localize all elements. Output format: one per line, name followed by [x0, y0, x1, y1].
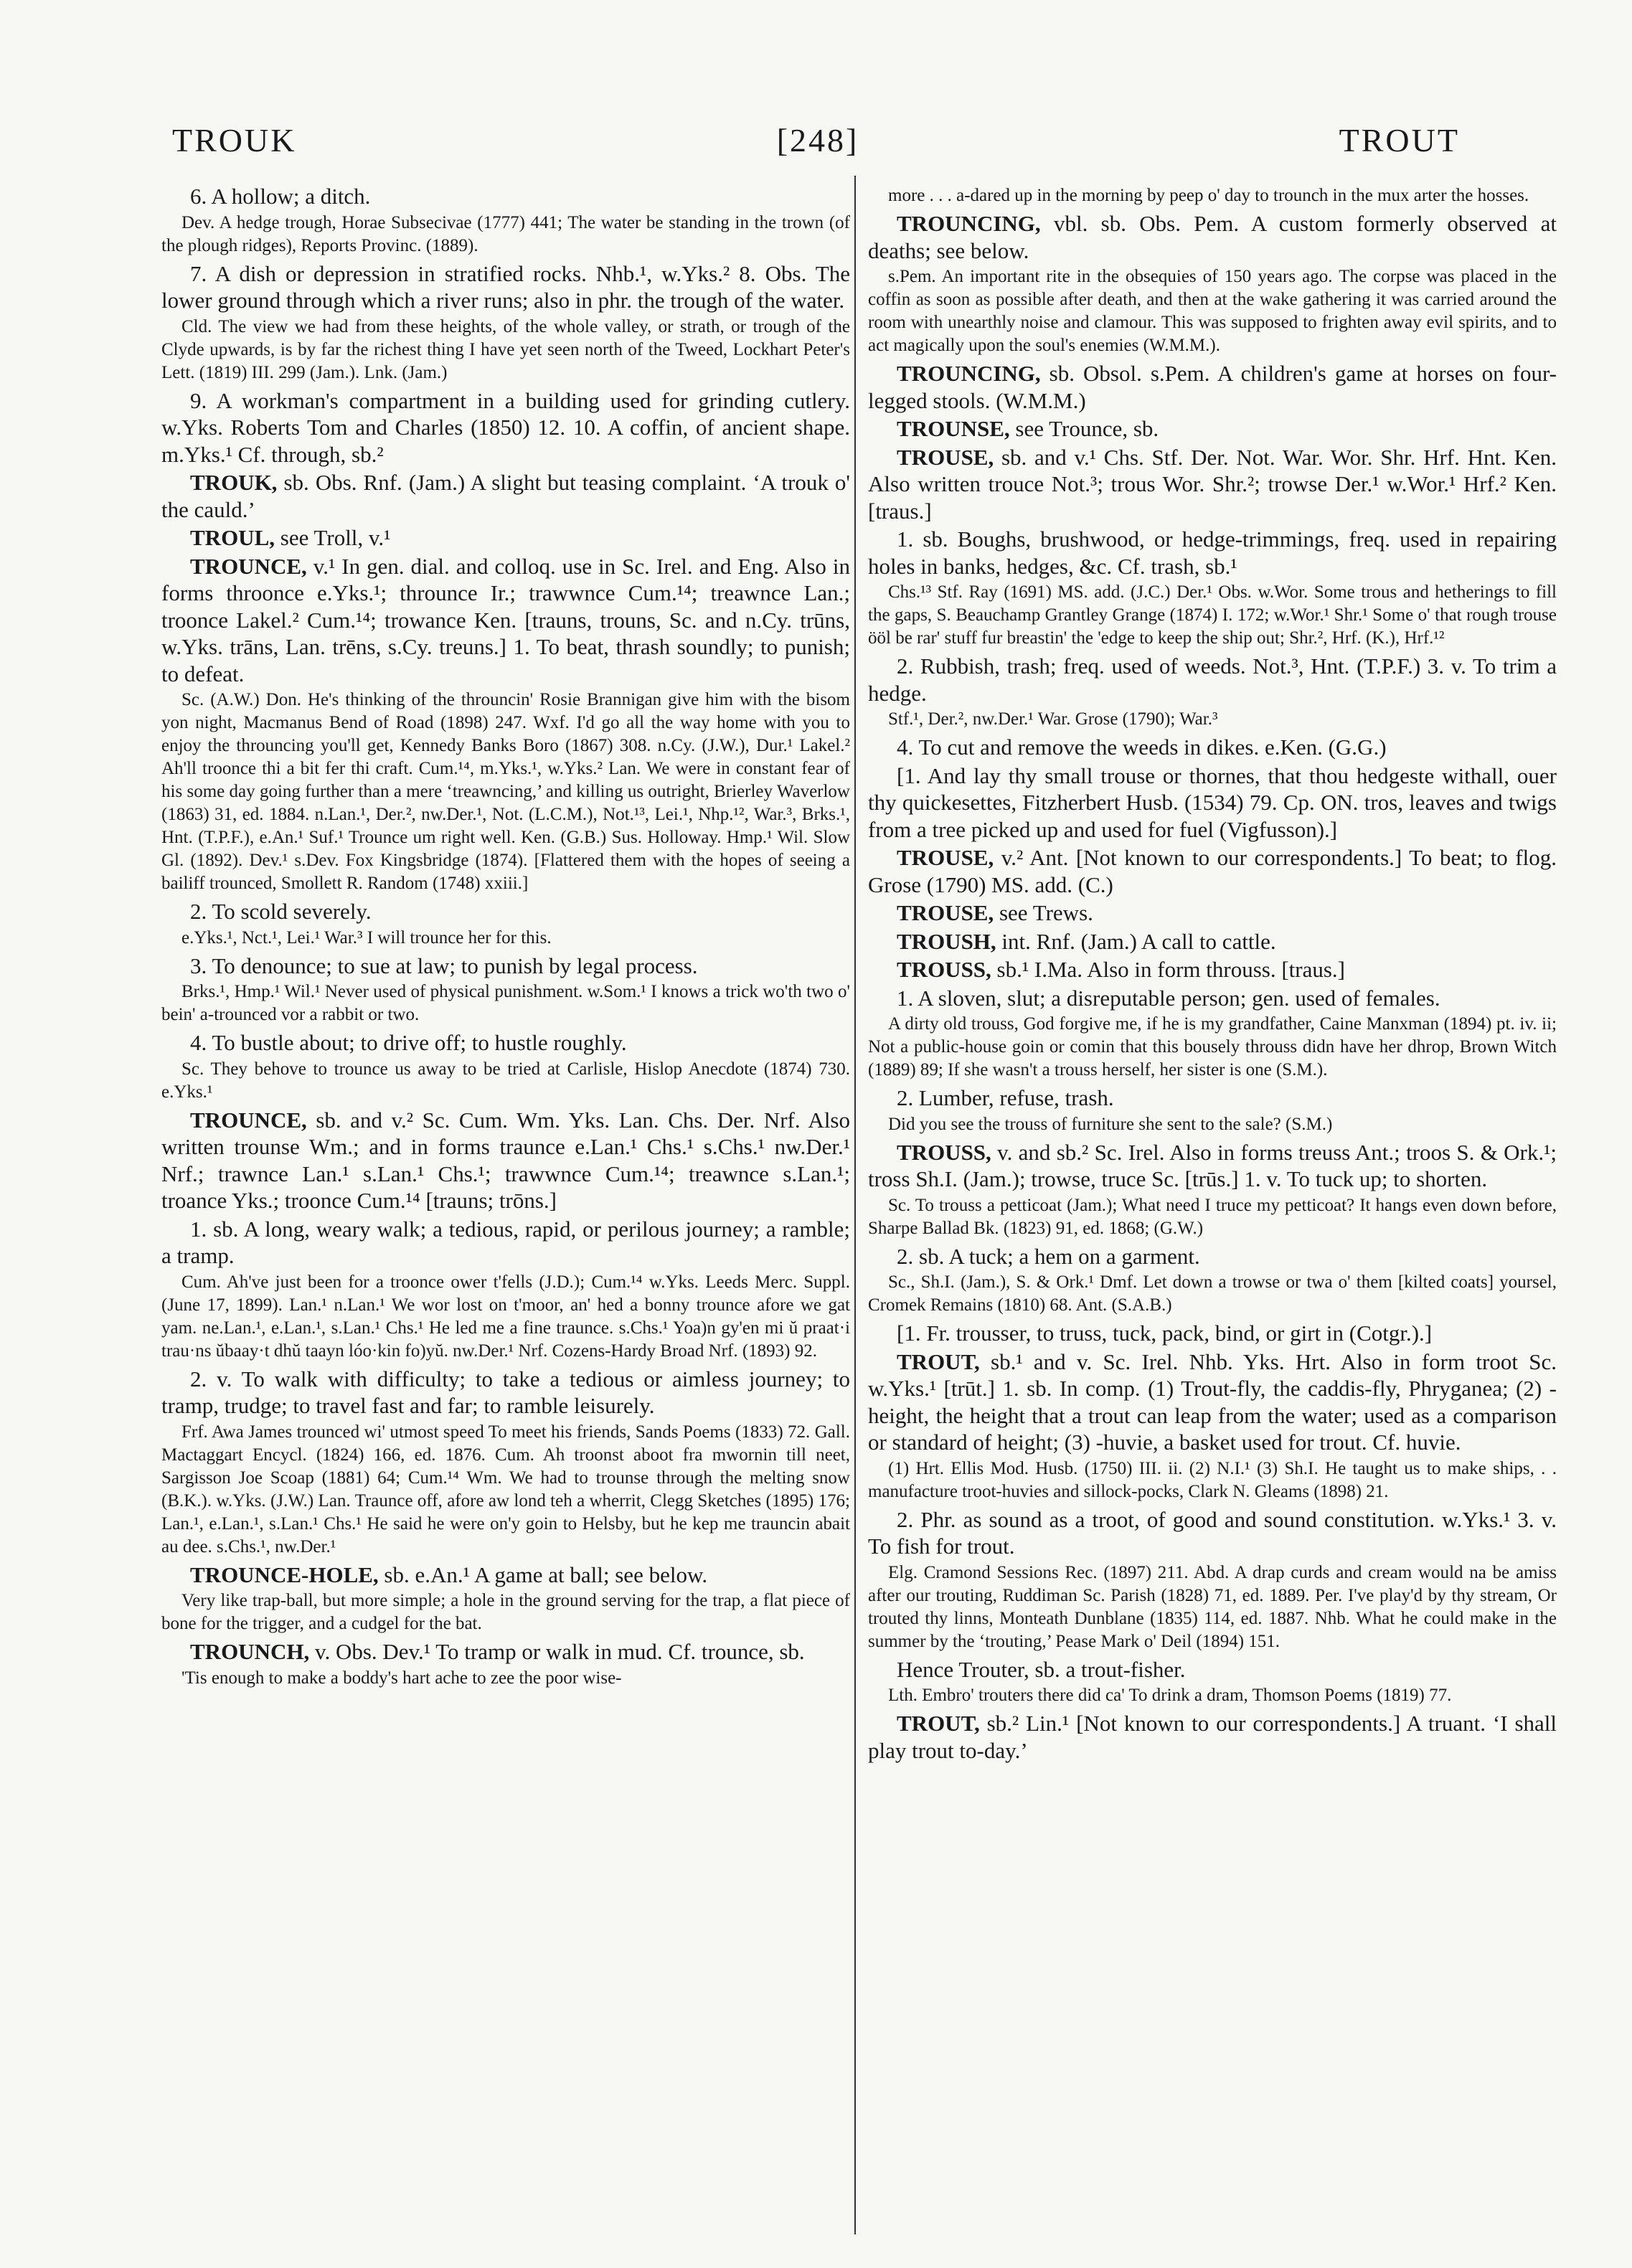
- citation: A dirty old trouss, God forgive me, if he is my grandfather, Caine Manxman (1894) pt. iv. ii; Not a public-house goin or comin that this bousely throuss didn have her dhrop, Brown Witch (1889) 89; If she wasn't a trouss herself, her sister is one (S.M.).: [868, 1014, 1557, 1079]
- sense-text: 1. sb. Boughs, brushwood, or hedge-trimmings, freq. used in repairing holes in banks, hedges, &c. Cf. trash, sb.¹: [868, 526, 1557, 579]
- headword: TROUSS,: [897, 1139, 991, 1165]
- dictionary-entry: [868, 956, 1557, 983]
- citation: Chs.¹³ Stf. Ray (1691) MS. add. (J.C.) Der.¹ Obs. w.Wor. Some trous and hetherings to fill the gaps, S. Beauchamp Grantley Grange (1874) I. 172; w.Wor.¹ Shr.¹ Some o' that rough trouse ööl be rar' stuff fur breastin' the 'edge to keep the ship out; Shr.², Hrf. (K.), Hrf.¹²: [868, 582, 1557, 648]
- citation: Dev. A hedge trough, Horae Subsecivae (1777) 441; The water be standing in the trown (of the plough ridges), Reports Provinc. (1889).: [161, 212, 850, 255]
- headword: TROUT,: [897, 1348, 980, 1374]
- headword: TROUNSE,: [897, 416, 1010, 441]
- sense-text: 1. sb. A long, weary walk; a tedious, rapid, or perilous journey; a ramble; a tramp.: [161, 1216, 850, 1268]
- sense-text: [1. Fr. trousser, to truss, tuck, pack, bind, or girt in (Cotgr.).]: [897, 1320, 1433, 1346]
- citation: Lth. Embro' trouters there did ca' To drink a dram, Thomson Poems (1819) 77.: [888, 1686, 1452, 1705]
- dictionary-entry: [868, 1348, 1557, 1456]
- head-right-word: TROUT: [1339, 121, 1460, 159]
- headword: TROUT,: [897, 1711, 980, 1736]
- entry-text: sb.¹ I.Ma. Also in form throuss. [traus.]: [991, 957, 1345, 982]
- running-head: [172, 111, 1460, 169]
- sense-text: 2. Lumber, refuse, trash.: [897, 1085, 1114, 1110]
- sense-text: 2. Rubbish, trash; freq. used of weeds. Not.³, Hnt. (T.P.F.) 3. v. To trim a hedge.: [868, 653, 1557, 706]
- dictionary-entry: [868, 1139, 1557, 1193]
- citation: Stf.¹, Der.², nw.Der.¹ War. Grose (1790); War.³: [888, 709, 1218, 729]
- dictionary-entry: [161, 1107, 850, 1214]
- dictionary-entry: [161, 524, 850, 552]
- citation: Cum. Ah've just been for a troonce ower t'fells (J.D.); Cum.¹⁴ w.Yks. Leeds Merc. Suppl. (June 17, 1899). Lan.¹ n.Lan.¹ We wor lost on t'moor, an' hed a bonny trounce afore we gat yam. ne.Lan.¹, e.Lan.¹, s.Lan.¹ Chs.¹ He led me a fine traunce. s.Chs.¹ Yoa)n gy'en mi ŭ praat·i trau·ns ŭbaay·t dhŭ taayn lóo·kin fo)yŭ. nw.Der.¹ Nrf. Cozens-Hardy Broad Nrf. (1893) 92.: [161, 1272, 850, 1361]
- sense-text: 2. v. To walk with difficulty; to take a tedious or aimless journey; to tramp, trudge; to travel fast and far; to ramble leisurely.: [161, 1366, 850, 1418]
- dictionary-entry: [868, 899, 1557, 927]
- entry-text: see Trews.: [994, 900, 1093, 925]
- citation: Sc., Sh.I. (Jam.), S. & Ork.¹ Dmf. Let down a trowse or twa o' them [kilted coats] yoursel, Cromek Remains (1810) 68. Ant. (S.A.B.): [868, 1272, 1557, 1315]
- entry-text: v.¹ In gen. dial. and colloq. use in Sc. Irel. and Eng. Also in forms throonce e.Yks.¹; throunce Ir.; trawwnce Cum.¹⁴; treawnce Lan.; troonce Lakel.² Cum.¹⁴; trowance Ken. [trauns, trouns, Sc. and n.Cy. trūns, w.Yks. trāns, Lan. trēns, s.Cy. treuns.] 1. To beat, thrash soundly; to punish; to defeat.: [161, 553, 850, 686]
- headword: TROUSS,: [897, 957, 991, 982]
- column-divider: [854, 176, 856, 2234]
- sense-text: 9. A workman's compartment in a building used for grinding cutlery. w.Yks. Roberts Tom and Charles (1850) 12. 10. A coffin, of ancient shape. m.Yks.¹ Cf. through, sb.²: [161, 387, 850, 467]
- entry-text: sb. Obs. Rnf. (Jam.) A slight but teasing complaint. ‘A trouk o' the cauld.’: [161, 470, 850, 522]
- dictionary-entry: [868, 444, 1557, 525]
- dictionary-entry: [161, 1561, 850, 1589]
- citation: Elg. Cramond Sessions Rec. (1897) 211. Abd. A drap curds and cream would na be amiss after our trouting, Ruddiman Sc. Parish (1828) 71, ed. 1889. Per. I've play'd by thy stream, Or trouted thy linns, Monteath Dunblane (1835) 114, ed. 1887. Nhb. What he could make in the summer by the ‘trouting,’ Pease Mark o' Deil (1894) 151.: [868, 1562, 1557, 1651]
- headword: TROUL,: [190, 525, 275, 550]
- citation: Sc. They behove to trounce us away to be tried at Carlisle, Hislop Anecdote (1874) 730. e.Yks.¹: [161, 1059, 850, 1102]
- left-column: [161, 183, 850, 2241]
- entry-text: vbl. sb. Obs. Pem. A custom formerly observed at deaths; see below.: [868, 211, 1557, 263]
- entry-text: see Trounce, sb.: [1009, 416, 1159, 441]
- headword: TROUSE,: [897, 900, 994, 925]
- head-left-word: TROUK: [172, 121, 297, 159]
- entry-text: sb. Obsol. s.Pem. A children's game at horses on four-legged stools. (W.M.M.): [868, 361, 1557, 413]
- citation: Sc. (A.W.) Don. He's thinking of the throuncin' Rosie Brannigan give him with the bisom yon night, Macmanus Bend of Road (1898) 247. Wxf. I'd go all the way home with you to enjoy the throuncing you'll get, Kennedy Banks Boro (1867) 308. n.Cy. (J.W.), Dur.¹ Lakel.² Ah'll troonce thi a bit fer thi craft. Cum.¹⁴, m.Yks.¹, w.Yks.² Lan. We were in constant fear of his some day going further than a mere ‘treawncing,’ and killing us outright, Brierley Waverlow (1863) 31, ed. 1884. n.Lan.¹, Der.², nw.Der.¹, Not. (L.C.M.), Not.¹³, Lei.¹, Nhp.¹², War.³, Brks.¹, Hnt. (T.P.F.), e.An.¹ Suf.¹ Trounce um right well. Ken. (G.B.) Sus. Holloway. Hmp.¹ Wil. Slow Gl. (1892). Dev.¹ s.Dev. Fox Kingsbridge (1874). [Flattered them with the hopes of seeing a bailiff trounced, Smollett R. Random (1748) xxiii.]: [161, 690, 850, 893]
- sense-text: 4. To bustle about; to drive off; to hustle roughly.: [190, 1030, 627, 1055]
- entry-text: int. Rnf. (Jam.) A call to cattle.: [996, 928, 1276, 954]
- entry-text: sb. and v.² Sc. Cum. Wm. Yks. Lan. Chs. Der. Nrf. Also written trounse Wm.; and in forms traunce e.Lan.¹ Chs.¹ s.Chs.¹ nw.Der.¹ Nrf.; trawnce Lan.¹ s.Lan.¹ Chs.¹; trawwnce Cum.¹⁴; treawnce s.Lan.¹; troance Yks.; troonce Cum.¹⁴ [trauns; trōns.]: [161, 1107, 850, 1213]
- dictionary-entry: [161, 1638, 850, 1665]
- entry-text: sb.² Lin.¹ [Not known to our correspondents.] A truant. ‘I shall play trout to-day.’: [868, 1711, 1557, 1763]
- citation: 'Tis enough to make a boddy's hart ache to zee the poor wise-: [181, 1668, 622, 1688]
- headword: TROUSE,: [897, 444, 994, 470]
- headword: TROUNCE-HOLE,: [190, 1561, 379, 1587]
- dictionary-entry: [868, 360, 1557, 414]
- sense-text: 7. A dish or depression in stratified rocks. Nhb.¹, w.Yks.² 8. Obs. The lower ground through which a river runs; also in phr. the trough of the water.: [161, 260, 850, 313]
- page-number: [248]: [776, 121, 859, 159]
- headword: TROUSH,: [897, 928, 996, 954]
- sense-text: 6. A hollow; a ditch.: [190, 184, 371, 209]
- entry-text: v. Obs. Dev.¹ To tramp or walk in mud. Cf. trounce, sb.: [309, 1639, 805, 1664]
- dictionary-entry: [868, 415, 1557, 443]
- dictionary-entry: [161, 469, 850, 523]
- citation: (1) Hrt. Ellis Mod. Husb. (1750) III. ii. (2) N.I.¹ (3) Sh.I. He taught us to make ships, . . manufacture troot-huvies and sillock-pocks, Clark N. Gleams (1898) 21.: [868, 1458, 1557, 1501]
- sense-text: 3. To denounce; to sue at law; to punish by legal process.: [190, 953, 698, 978]
- sense-text: Hence Trouter, sb. a trout-fisher.: [897, 1656, 1186, 1682]
- citation: Did you see the trouss of furniture she sent to the sale? (S.M.): [888, 1114, 1333, 1134]
- citation: Brks.¹, Hmp.¹ Wil.¹ Never used of physical punishment. w.Som.¹ I knows a trick wo'th two o' bein' a-trounced vor a rabbit or two.: [161, 982, 850, 1024]
- headword: TROUNCE,: [190, 553, 307, 579]
- citation: Sc. To trouss a petticoat (Jam.); What need I truce my petticoat? It hangs even down before, Sharpe Ballad Bk. (1823) 91, ed. 1868; (G.W.): [868, 1195, 1557, 1238]
- headword: TROUNCE,: [190, 1107, 307, 1133]
- citation: e.Yks.¹, Nct.¹, Lei.¹ War.³ I will trounce her for this.: [181, 927, 552, 948]
- entry-text: v. and sb.² Sc. Irel. Also in forms treuss Ant.; troos S. & Ork.¹; tross Sh.I. (Jam.); trowse, truce Sc. [trūs.] 1. v. To tuck up; to shorten.: [868, 1139, 1557, 1191]
- citation: Frf. Awa James trounced wi' utmost speed To meet his friends, Sands Poems (1833) 72. Gall. Mactaggart Encycl. (1824) 166, ed. 1876. Cum. Ah troonst aboot fra mwornin till neet, Sargisson Joe Scoap (1881) 64; Cum.¹⁴ Wm. We had to trounse through the melting snow (B.K.). w.Yks. (J.W.) Lan. Traunce off, afore aw lond teh a wherrit, Clegg Sketches (1895) 176; Lan.¹, e.Lan.¹, s.Lan.¹ Chs.¹ He said he were on'y goin to Helsby, but he kep me trauncin abait au dee. s.Chs.¹, nw.Der.¹: [161, 1422, 850, 1556]
- citation: Cld. The view we had from these heights, of the whole valley, or strath, or trough of the Clyde upwards, is by far the richest thing I have yet seen north of the Tweed, Lockhart Peter's Lett. (1819) III. 299 (Jam.). Lnk. (Jam.): [161, 316, 850, 382]
- headword: TROUNCING,: [897, 211, 1041, 236]
- dictionary-entry: [868, 210, 1557, 264]
- citation: more . . . a-dared up in the morning by peep o' day to trounch in the mux arter the hosses.: [888, 186, 1529, 205]
- citation: s.Pem. An important rite in the obsequies of 150 years ago. The corpse was placed in the coffin as soon as possible after death, and then at the wake gathering it was carried around the room with unearthly noise and clamour. This was supposed to frighten away evil spirits, and to act magically upon the soul's enemies (W.M.M.).: [868, 267, 1557, 355]
- headword: TROUSE,: [897, 845, 994, 870]
- entry-text: v.² Ant. [Not known to our correspondents.] To beat; to flog. Grose (1790) MS. add. (C.): [868, 845, 1557, 897]
- sense-text: 2. To scold severely.: [190, 899, 372, 924]
- right-column: [868, 183, 1557, 2241]
- dictionary-entry: [868, 1710, 1557, 1764]
- dictionary-entry: [868, 928, 1557, 955]
- entry-text: sb.¹ and v. Sc. Irel. Nhb. Yks. Hrt. Also in form troot Sc. w.Yks.¹ [trūt.] 1. sb. In comp. (1) Trout-fly, the caddis-fly, Phryganea; (2) -height, the height that a trout can leap from the water; used as a comparison or standard of height; (3) -huvie, a basket used for trout. Cf. huvie.: [868, 1348, 1557, 1455]
- headword: TROUNCH,: [190, 1639, 310, 1664]
- entry-text: sb. e.An.¹ A game at ball; see below.: [378, 1561, 708, 1587]
- sense-text: 4. To cut and remove the weeds in dikes. e.Ken. (G.G.): [897, 734, 1387, 760]
- dictionary-entry: [161, 553, 850, 688]
- sense-text: 2. Phr. as sound as a troot, of good and sound constitution. w.Yks.¹ 3. v. To fish for trout.: [868, 1506, 1557, 1559]
- entry-text: see Troll, v.¹: [275, 525, 391, 550]
- sense-text: [1. And lay thy small trouse or thornes, that thou hedgeste withall, ouer thy quickesettes, Fitzherbert Husb. (1534) 79. Cp. ON. tros, leaves and twigs from a tree picked up and used for fuel (Vigfusson).]: [868, 762, 1557, 842]
- dictionary-entry: [868, 844, 1557, 898]
- headword: TROUNCING,: [897, 361, 1041, 386]
- sense-text: 2. sb. A tuck; a hem on a garment.: [897, 1243, 1200, 1269]
- entry-text: sb. and v.¹ Chs. Stf. Der. Not. War. Wor. Shr. Hrf. Hnt. Ken. Also written trouce Not.³; trous Wor. Shr.²; trowse Der.¹ w.Wor.¹ Hrf.² Ken. [traus.]: [868, 444, 1557, 524]
- sense-text: 1. A sloven, slut; a disreputable person; gen. used of females.: [897, 985, 1440, 1011]
- citation: Very like trap-ball, but more simple; a hole in the ground serving for the trap, a flat piece of bone for the trigger, and a cudgel for the bat.: [161, 1591, 850, 1633]
- headword: TROUK,: [190, 470, 278, 495]
